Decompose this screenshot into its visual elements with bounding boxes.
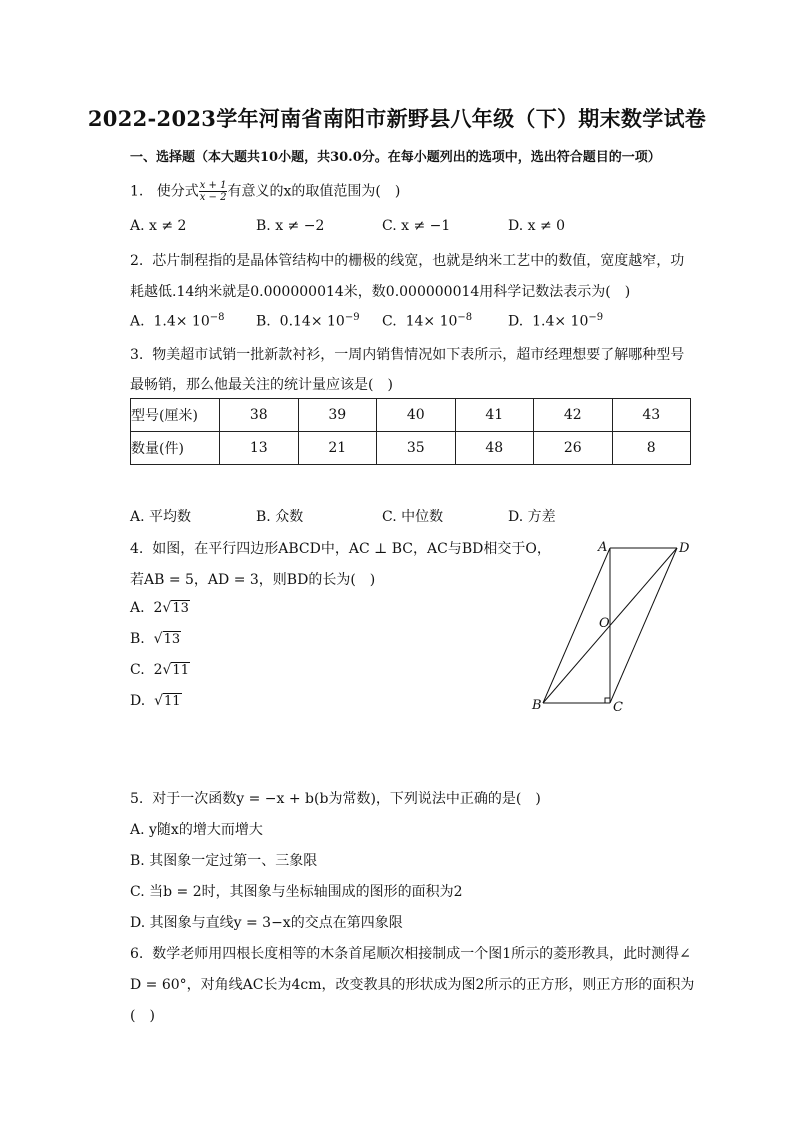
question-5-text: 对于一次函数y = −x + b(b为常数)，下列说法中正确的是( )	[152, 791, 541, 807]
right-angle-mark	[605, 698, 610, 703]
question-number: 3.	[130, 347, 144, 363]
q1-option-d[interactable]: D. x ≠ 0	[508, 218, 566, 234]
table-cell: 8	[612, 432, 691, 465]
q4-option-b[interactable]	[130, 631, 181, 647]
segment-dc	[610, 548, 677, 703]
question-4-line2: 若AB = 5，AD = 3，则BD的长为( )	[130, 572, 376, 588]
q4-option-c[interactable]	[130, 662, 190, 678]
table-header-cell: 数量(件)	[131, 432, 220, 465]
q3-option-d[interactable]: D. 方差	[508, 509, 556, 525]
question-3-line1	[130, 344, 684, 364]
option-coefficient: 2	[153, 662, 163, 678]
label-d: D	[679, 541, 690, 556]
option-label: A.	[130, 600, 145, 616]
question-2-line1	[130, 250, 684, 270]
q2-option-d[interactable]	[508, 312, 603, 330]
table-cell: 39	[298, 399, 377, 432]
option-radicand: 13	[172, 601, 189, 616]
q3-option-b[interactable]: B. 众数	[256, 509, 304, 525]
q5-option-b[interactable]: B. 其图象一定过第一、三象限	[130, 853, 318, 869]
table-row	[131, 399, 691, 432]
table-cell: 13	[220, 432, 299, 465]
question-3-line2: 最畅销，那么他最关注的统计量应该是( )	[130, 377, 393, 393]
q2-option-b[interactable]	[256, 312, 360, 330]
q3-option-a[interactable]: A. 平均数	[130, 509, 192, 525]
q2-option-c[interactable]	[382, 312, 472, 330]
q4-option-a[interactable]	[130, 600, 190, 616]
table-cell: 42	[534, 399, 613, 432]
question-5	[130, 788, 541, 808]
label-c: C	[613, 700, 623, 715]
q4-option-d[interactable]	[130, 693, 182, 709]
label-b: B	[532, 698, 542, 713]
question-6-line3: ( )	[130, 1008, 155, 1024]
fraction	[199, 180, 228, 203]
option-exponent: −9	[344, 312, 360, 323]
option-base: 1.4× 10	[153, 313, 210, 330]
parallelogram-figure	[520, 535, 700, 720]
question-number: 6.	[130, 946, 144, 962]
option-label: B.	[130, 631, 145, 647]
fraction-denominator: x − 2	[199, 192, 227, 203]
q3-option-c[interactable]: C. 中位数	[382, 509, 444, 525]
table-cell: 35	[377, 432, 456, 465]
question-6-line2: D = 60°，对角线AC长为4cm，改变教具的形状成为图2所示的正方形，则正方形的面积为	[130, 977, 695, 993]
question-1-post: 有意义的x的取值范围为( )	[227, 183, 401, 200]
q1-option-b[interactable]: B. x ≠ −2	[256, 218, 325, 234]
sqrt-icon: √	[154, 693, 164, 709]
label-a: A	[598, 540, 608, 555]
q5-option-a[interactable]: A. y随x的增大而增大	[130, 822, 263, 838]
option-base: 0.14× 10	[279, 313, 345, 330]
q5-option-d[interactable]: D. 其图象与直线y = 3−x的交点在第四象限	[130, 915, 403, 931]
table-cell: 38	[220, 399, 299, 432]
option-label: B.	[256, 313, 271, 330]
page-title: 2022-2023学年河南省南阳市新野县八年级（下）期末数学试卷	[87, 106, 707, 131]
option-base: 1.4× 10	[532, 313, 589, 330]
option-label: D.	[508, 313, 524, 330]
sqrt-icon: √	[162, 662, 172, 678]
fraction-numerator: x + 1	[199, 180, 227, 191]
question-3-text: 物美超市试销一批新款衬衫，一周内销售情况如下表所示，超市经理想要了解哪种型号	[152, 347, 685, 363]
question-6-line1	[130, 943, 691, 963]
table-row	[131, 432, 691, 465]
sqrt-icon: √	[153, 631, 163, 647]
option-label: C.	[130, 662, 145, 678]
option-coefficient: 2	[153, 600, 163, 616]
option-exponent: −9	[588, 312, 604, 323]
option-exponent: −8	[457, 312, 473, 323]
label-o: O	[599, 616, 610, 631]
question-number: 4.	[130, 541, 144, 557]
question-4-text: 如图，在平行四边形ABCD中，AC ⊥ BC，AC与BD相交于O，	[152, 541, 551, 557]
option-radicand: 13	[163, 632, 181, 647]
q1-option-c[interactable]: C. x ≠ −1	[382, 218, 451, 234]
section-heading: 一、选择题（本大题共10小题，共30.0分。在每小题列出的选项中，选出符合题目的一项）	[130, 150, 661, 165]
table-cell: 26	[534, 432, 613, 465]
table-cell: 43	[612, 399, 691, 432]
option-radicand: 11	[164, 694, 181, 709]
question-number: 2.	[130, 253, 144, 269]
table-cell: 40	[377, 399, 456, 432]
q5-option-c[interactable]: C. 当b = 2时，其图象与坐标轴围成的图形的面积为2	[130, 884, 463, 900]
question-1	[130, 180, 400, 203]
question-number: 1.	[130, 183, 144, 200]
option-label: D.	[130, 693, 146, 709]
table-cell: 41	[455, 399, 534, 432]
question-4-line1	[130, 538, 551, 558]
question-1-pre: 使分式	[156, 183, 199, 200]
question-number: 5.	[130, 791, 144, 807]
question-2-text: 芯片制程指的是晶体管结构中的栅极的线宽，也就是纳米工艺中的数值，宽度越窄，功	[152, 253, 685, 269]
q1-option-a[interactable]: A. x ≠ 2	[130, 218, 187, 234]
option-label: C.	[382, 313, 397, 330]
table-header-cell: 型号(厘米)	[131, 399, 220, 432]
table-cell: 21	[298, 432, 377, 465]
question-2-line2: 耗越低.14纳米就是0.000000014米，数0.000000014用科学记数法表示为( )	[130, 284, 631, 300]
sales-table	[130, 398, 691, 465]
option-radicand: 11	[172, 663, 189, 678]
option-base: 14× 10	[405, 313, 458, 330]
option-label: A.	[130, 313, 145, 330]
q2-option-a[interactable]	[130, 312, 224, 330]
question-6-text: 数学老师用四根长度相等的木条首尾顺次相接制成一个图1所示的菱形教具，此时测得∠	[152, 946, 691, 962]
option-exponent: −8	[209, 312, 225, 323]
table-cell: 48	[455, 432, 534, 465]
sqrt-icon: √	[162, 600, 172, 616]
